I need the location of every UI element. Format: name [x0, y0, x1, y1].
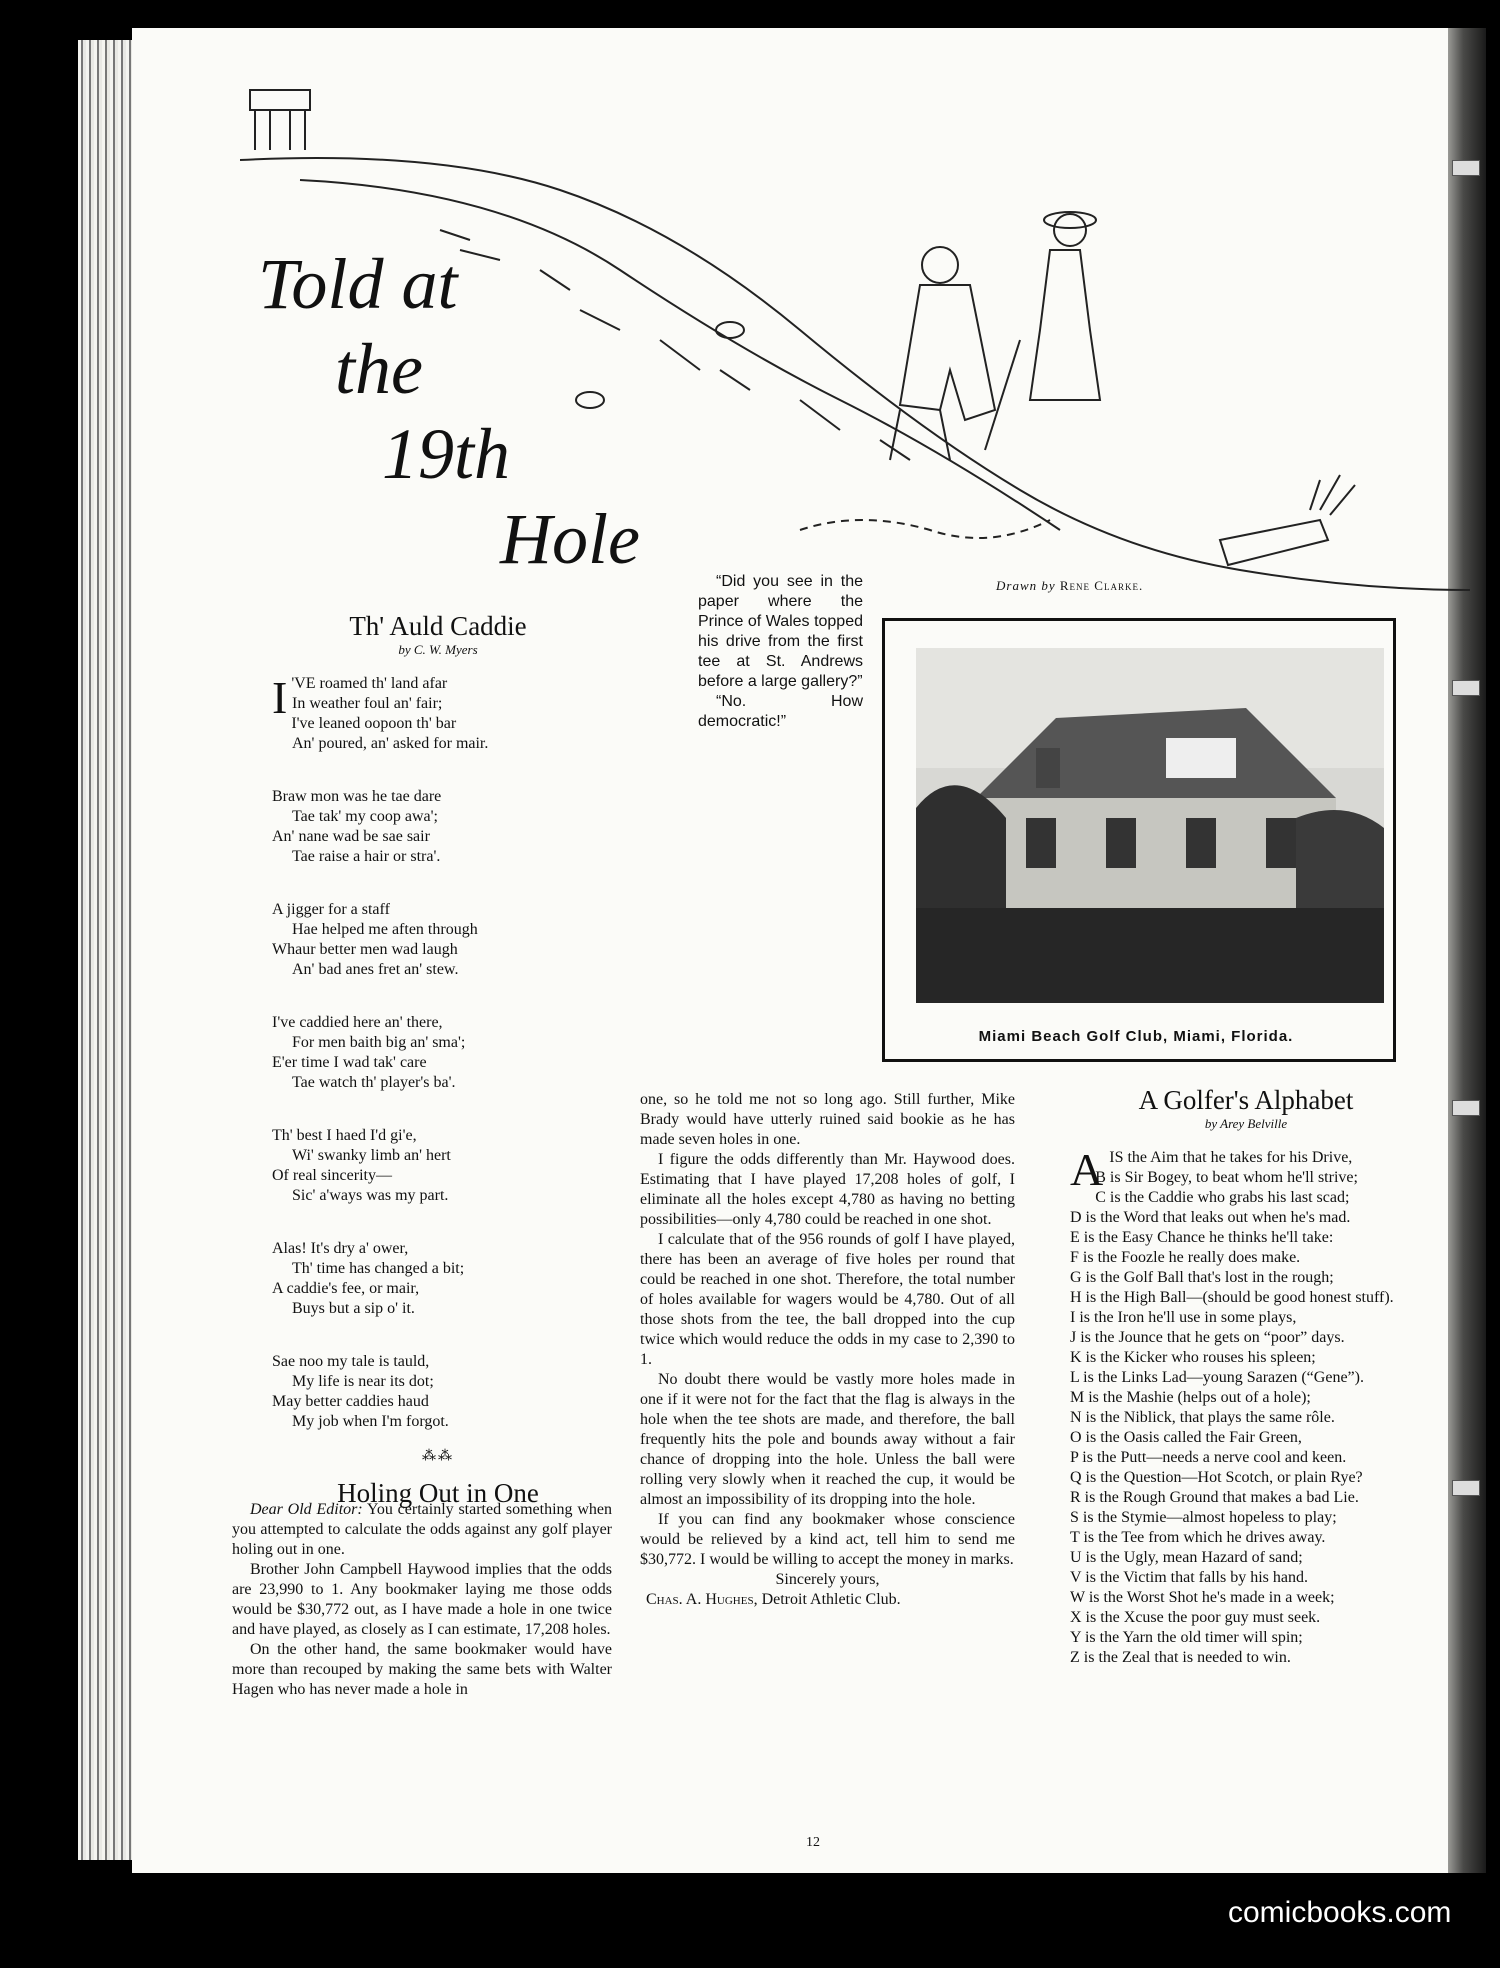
- alphabet-text: IS the Aim that he takes for his Drive,: [1109, 1149, 1353, 1166]
- letter-column-1: [232, 1500, 612, 1700]
- letter-paragraph: one, so he told me not so long ago. Still further, Mike Brady would have utterly ruined said bookie as he has made seven holes in one.: [640, 1091, 1015, 1148]
- joke-question: “Did you see in the paper where the Prince of Wales topped his drive from the first tee at St. Andrews before a large gallery?”: [698, 573, 863, 690]
- alphabet-line: H is the High Ball—(should be good honest stuff).: [1070, 1289, 1394, 1306]
- joke-box: [698, 572, 863, 732]
- letter-paragraph: On the other hand, the same bookmaker would have more than recouped by making the same bets with Walter Hagen who has never made a hole in: [232, 1641, 612, 1698]
- poem-line: In weather foul an' fair;: [292, 695, 443, 712]
- poem-title: Th' Auld Caddie: [349, 611, 527, 641]
- letter-text: You certainly started something when you attempted to calculate the odds against any golf player holing out in one.: [232, 1501, 613, 1558]
- watermark: comicbooks.com: [1228, 1896, 1452, 1929]
- alphabet-line: I is the Iron he'll use in some plays,: [1070, 1309, 1297, 1326]
- poem-line: An' bad anes fret an' stew.: [292, 961, 459, 978]
- poem-line: E'er time I wad tak' care: [272, 1054, 427, 1071]
- golfer-figure: [890, 247, 995, 460]
- poem-line: Tae tak' my coop awa';: [292, 808, 438, 825]
- poem-auld-caddie: [268, 611, 608, 1508]
- poem-stanza: [272, 1013, 608, 1093]
- poem-stanza: [272, 1239, 608, 1319]
- page-number: 12: [806, 1835, 820, 1850]
- alphabet-line: P is the Putt—needs a nerve cool and keen.: [1070, 1449, 1347, 1466]
- alphabet-line: W is the Worst Shot he's made in a week;: [1070, 1589, 1335, 1606]
- poem-line: Buys but a sip o' it.: [292, 1300, 415, 1317]
- poem-line: An' poured, an' asked for mair.: [292, 735, 489, 752]
- binding-clip: [1452, 1100, 1480, 1116]
- poem-line: Braw mon was he tae dare: [272, 788, 442, 805]
- page-title-line: Told at: [258, 244, 458, 324]
- joke-answer: “No. How democratic!”: [698, 693, 863, 730]
- letter-paragraph: I calculate that of the 956 rounds of golf I have played, there has been an average of five holes per round that could be reached in one shot. Therefore, the total number of holes available for wagers would be 4,780. Out of all those shots from the tee, the ball dropped into the cup twice which would reduce the odds in my case to 2,390 to 1.: [640, 1231, 1015, 1368]
- alphabet-line: E is the Easy Chance he thinks he'll take:: [1070, 1229, 1334, 1246]
- poem-line: Tae watch th' player's ba'.: [292, 1074, 456, 1091]
- poem-line: Sic' a'ways was my part.: [292, 1187, 449, 1204]
- alphabet-line: S is the Stymie—almost hopeless to play;: [1070, 1509, 1337, 1526]
- credit-name: Rene Clarke.: [1059, 578, 1144, 593]
- signature-name: Chas. A. Hughes,: [646, 1591, 758, 1608]
- poem-line: My life is near its dot;: [292, 1373, 434, 1390]
- letter-paragraph: I figure the odds differently than Mr. Haywood does. Estimating that I have played 17,208 holes of golf, I eliminate all the holes except 4,780 as having no betting possibilities—only 4,780 could be reached in one shot.: [640, 1151, 1015, 1228]
- alphabet-title: A Golfer's Alphabet: [1138, 1085, 1354, 1115]
- poem-line: Hae helped me aften through: [292, 921, 478, 938]
- illustration-credit: [996, 578, 1143, 594]
- letter-paragraph: [232, 1500, 612, 1560]
- alphabet-line: R is the Rough Ground that makes a bad Lie.: [1070, 1489, 1359, 1506]
- alphabet-line: X is the Xcuse the poor guy must seek.: [1070, 1609, 1321, 1626]
- lady-golfer-figure: [985, 212, 1100, 450]
- alphabet-line: G is the Golf Ball that's lost in the rough;: [1070, 1269, 1334, 1286]
- page-title-line: 19th: [382, 414, 511, 494]
- clubhouse-sketch: [250, 90, 310, 110]
- poem-line: An' nane wad be sae sair: [272, 828, 430, 845]
- ball-path: [800, 520, 1050, 538]
- credit-prefix: Drawn by: [996, 578, 1056, 593]
- letter-salutation: Dear Old Editor:: [250, 1501, 363, 1518]
- poem-stanza: [272, 900, 608, 980]
- alphabet-line: U is the Ugly, mean Hazard of sand;: [1070, 1549, 1303, 1566]
- alphabet-byline: by Arey Belville: [1204, 1116, 1288, 1131]
- alphabet-line: V is the Victim that falls by his hand.: [1070, 1569, 1308, 1586]
- alphabet-line: Y is the Yarn the old timer will spin;: [1070, 1629, 1303, 1646]
- binding-clip: [1452, 680, 1480, 696]
- alphabet-line: O is the Oasis called the Fair Green,: [1070, 1429, 1302, 1446]
- letter-paragraph: Brother John Campbell Haywood implies that the odds are 23,990 to 1. Any bookmaker laying me those odds would be $30,772 out, as I have made a hole in one twice and have played, as closely as I can estimate, 17,208 holes.: [232, 1561, 612, 1638]
- poem-dropcap: I: [272, 672, 288, 723]
- alphabet-line: F is the Foozle he really does make.: [1070, 1249, 1301, 1266]
- poem-line: Tae raise a hair or stra'.: [292, 848, 441, 865]
- letter-title: Holing Out in One: [337, 1478, 539, 1508]
- alphabet-line: Z is the Zeal that is needed to win.: [1070, 1649, 1291, 1666]
- page-title-line: Hole: [500, 499, 640, 579]
- alphabet-dropcap: A: [1070, 1144, 1104, 1195]
- fairway-outline: [240, 158, 1470, 590]
- binding-clip: [1452, 1480, 1480, 1496]
- poem-line: 'VE roamed th' land afar: [291, 675, 448, 692]
- golf-course-illustration: [240, 70, 1470, 610]
- poem-line: A jigger for a staff: [272, 901, 390, 918]
- letter-closing: Sincerely yours,: [775, 1571, 880, 1588]
- alphabet-line: D is the Word that leaks out when he's mad.: [1070, 1209, 1351, 1226]
- section-dingbat: ⁂⁂: [422, 1449, 454, 1464]
- poem-line: Th' time has changed a bit;: [292, 1260, 465, 1277]
- poem-stanza: [272, 1352, 608, 1432]
- letter-paragraph: No doubt there would be vastly more holes made in one if it were not for the fact that the flag is always in the hole when the tee shots are made, and therefore, the ball frequently hits the pole and bounds away without a fair chance of dropping into the hole. Unless the ball were rolling very slowly when it reached the cup, it would be almost an impossibility of its dropping into the hole.: [640, 1371, 1015, 1508]
- photo-caption: Miami Beach Golf Club, Miami, Florida.: [978, 1028, 1294, 1045]
- poem-stanza: [272, 1126, 608, 1206]
- poem-line: A caddie's fee, or mair,: [272, 1280, 420, 1297]
- poem-line: Th' best I haed I'd gi'e,: [272, 1127, 417, 1144]
- clubhouse-photo: [916, 648, 1384, 1003]
- alphabet-line: Q is the Question—Hot Scotch, or plain Rye?: [1070, 1469, 1363, 1486]
- poem-line: For men baith big an' sma';: [292, 1034, 466, 1051]
- letter-signature: [640, 1590, 1015, 1610]
- alphabet-line: J is the Jounce that he gets on “poor” days.: [1070, 1329, 1345, 1346]
- poem-stanza: [272, 674, 608, 754]
- poem-byline: by C. W. Myers: [398, 642, 478, 657]
- poem-line: Alas! It's dry a' ower,: [272, 1240, 409, 1257]
- letter-paragraph: If you can find any bookmaker whose conscience would be relieved by a kind act, tell him to send me $30,772. I would be willing to accept the money in marks.: [640, 1511, 1015, 1568]
- alphabet-line: C is the Caddie who grabs his last scad;: [1095, 1189, 1350, 1206]
- alphabet-line: B is Sir Bogey, to beat whom he'll strive;: [1095, 1169, 1358, 1186]
- golf-bag-sketch: [1220, 475, 1355, 565]
- golfers-alphabet: [1070, 1085, 1422, 1668]
- poem-line: Whaur better men wad laugh: [272, 941, 458, 958]
- poem-stanza: [272, 787, 608, 867]
- poem-line: May better caddies haud: [272, 1393, 429, 1410]
- page-title-line: the: [335, 329, 423, 409]
- signature-club: Detroit Athletic Club.: [761, 1591, 901, 1608]
- poem-line: Wi' swanky limb an' hert: [292, 1147, 451, 1164]
- alphabet-line: T is the Tee from which he drives away.: [1070, 1529, 1326, 1546]
- alphabet-line: L is the Links Lad—young Sarazen (“Gene”).: [1070, 1369, 1364, 1386]
- poem-line: Sae noo my tale is tauld,: [272, 1353, 430, 1370]
- alphabet-line: K is the Kicker who rouses his spleen;: [1070, 1349, 1316, 1366]
- letter-column-2: [640, 1090, 1015, 1610]
- poem-line: Of real sincerity—: [272, 1167, 392, 1184]
- alphabet-line: M is the Mashie (helps out of a hole);: [1070, 1389, 1311, 1406]
- bunker-sketch: [716, 322, 744, 338]
- poem-line: I've caddied here an' there,: [272, 1014, 443, 1031]
- poem-line: I've leaned oopoon th' bar: [291, 715, 457, 732]
- alphabet-line: N is the Niblick, that plays the same rôle.: [1070, 1409, 1335, 1426]
- poem-line: My job when I'm forgot.: [292, 1413, 449, 1430]
